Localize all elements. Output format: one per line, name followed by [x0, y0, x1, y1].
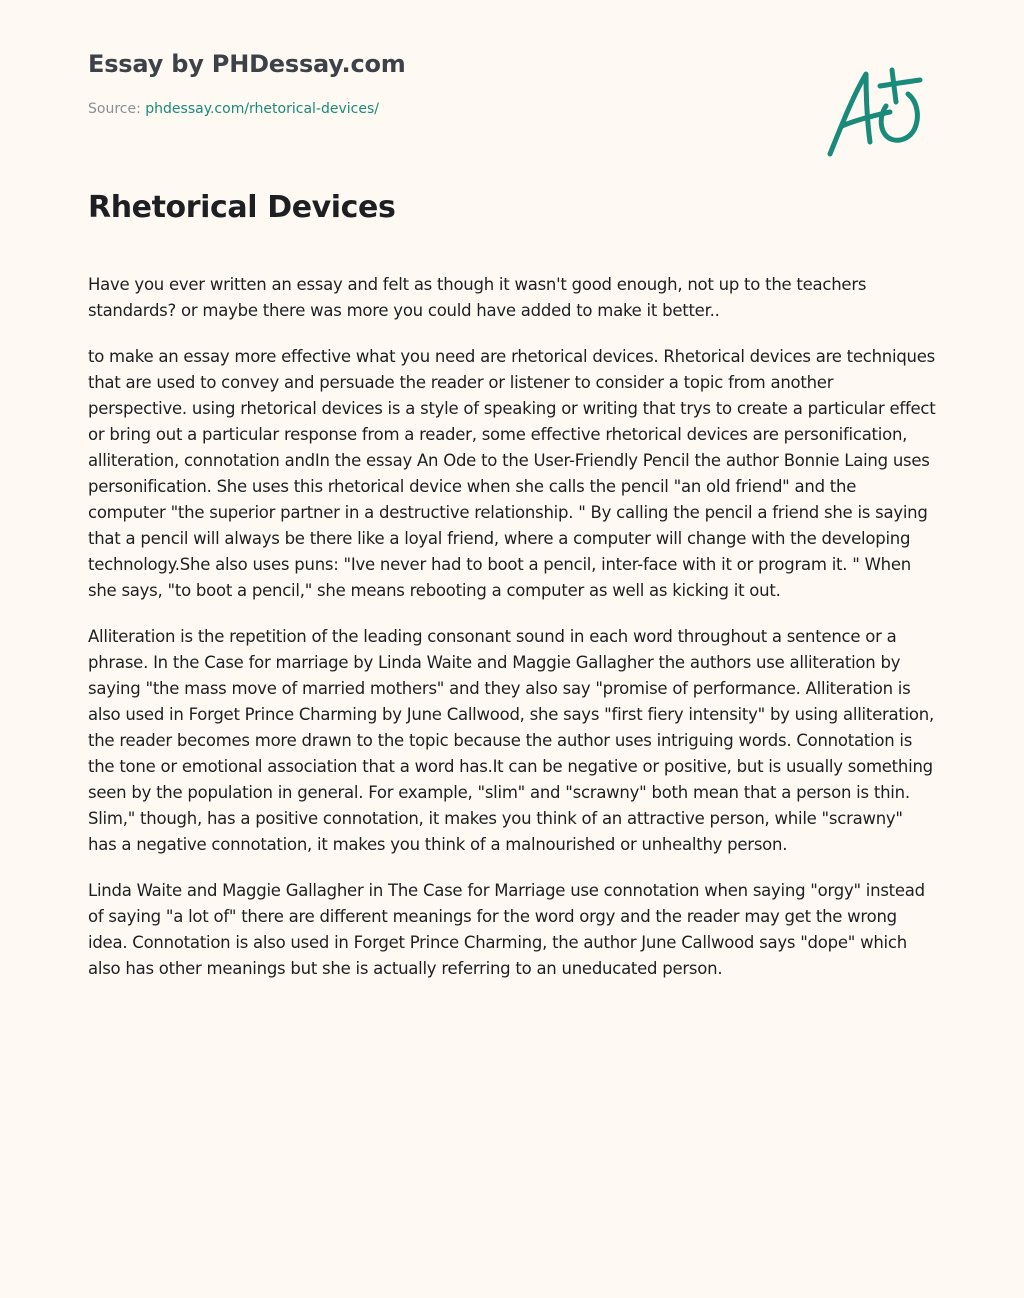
article-body [88, 272, 936, 1002]
a-plus-logo-icon [820, 62, 930, 162]
source-label: Source: [88, 101, 146, 117]
paragraph: Linda Waite and Maggie Gallagher in The Case for Marriage use connotation when saying "orgy" instead of saying "a lot of" there are different meanings for the word orgy and the reader may get the wrong idea. Connotation is also used in Forget Prince Charming, the author June Callwood says "dope" which also has other meanings but she is actually referring to an uneducated person. [88, 881, 925, 978]
paragraph: to make an essay more effective what you need are rhetorical devices. Rhetorical devices are techniques that are used to convey and persuade the reader or listener to consider a topic from another perspective. using rhetorical devices is a style of speaking or writing that trys to create a particular effect or bring out a particular response from a reader, some effective rhetorical devices are personification, alliteration, connotation andIn the essay An Ode to the User-Friendly Pencil the author Bonnie Laing uses personification. She uses this rhetorical device when she calls the pencil "an old friend" and the computer "the superior partner in a destructive relationship. " By calling the pencil a friend she is saying that a pencil will always be there like a loyal friend, where a computer will change with the developing technology.She also uses puns: "Ive never had to boot a pencil, inter-face with it or program it. " When she says, "to boot a pencil," she means rebooting a computer as well as kicking it out. [88, 347, 936, 600]
paragraph: Alliteration is the repetition of the leading consonant sound in each word throughout a sentence or a phrase. In the Case for marriage by Linda Waite and Maggie Gallagher the authors use alliteration by saying "the mass move of married mothers" and they also say "promise of performance. Alliteration is also used in Forget Prince Charming by June Callwood, she says "first fiery intensity" by using alliteration, the reader becomes more drawn to the topic because the author uses intriguing words. Connotation is the tone or emotional association that a word has.It can be negative or positive, but is usually something seen by the population in general. For example, "slim" and "scrawny" both mean that a person is thin. Slim," though, has a positive connotation, it makes you think of an attractive person, while "scrawny" has a negative connotation, it makes you think of a malnourished or unhealthy person. [88, 627, 934, 854]
paragraph: Have you ever written an essay and felt as though it wasn't good enough, not up to the teachers standards? or maybe there was more you could have added to make it better.. [88, 275, 867, 320]
site-title: Essay by PHDessay.com [88, 50, 406, 78]
source-line [88, 101, 379, 117]
page-title: Rhetorical Devices [88, 190, 396, 225]
source-link[interactable]: phdessay.com/rhetorical-devices/ [145, 101, 379, 117]
